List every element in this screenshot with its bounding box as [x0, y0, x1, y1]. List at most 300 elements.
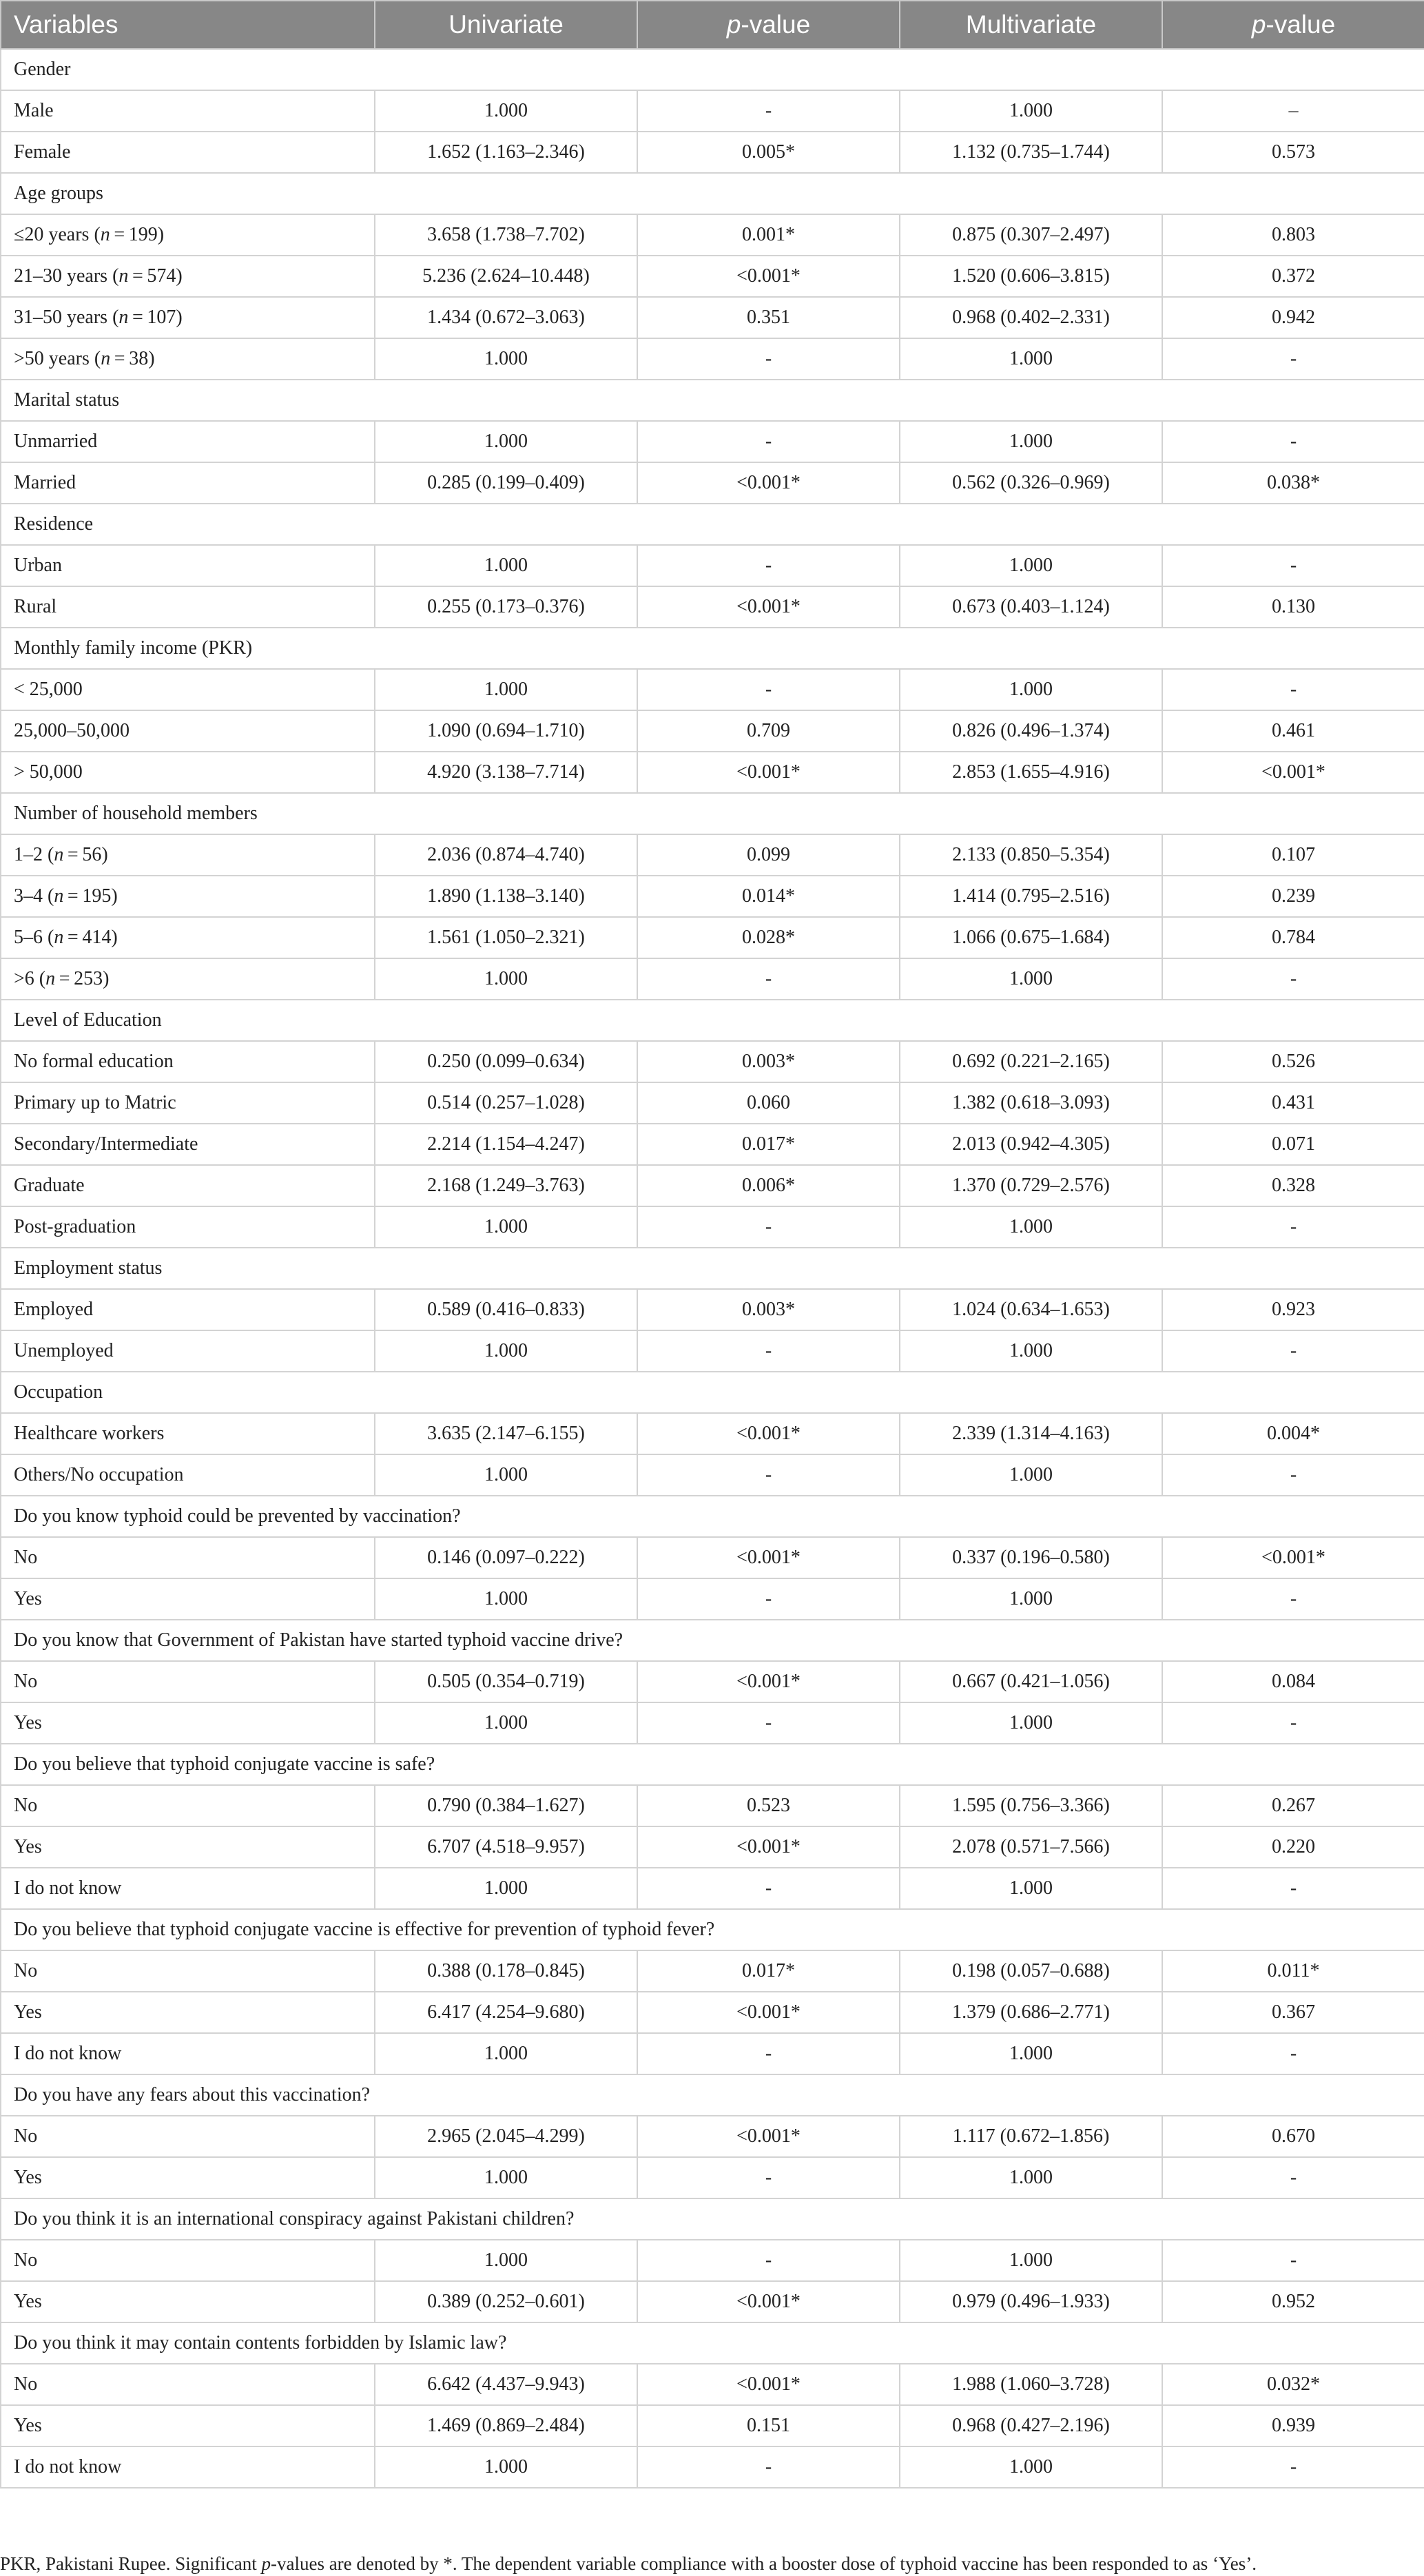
- section-row: [1, 793, 1424, 834]
- row-label: 3–4 (n = 195): [1, 876, 375, 917]
- header-univariate: Univariate: [375, 1, 637, 49]
- table-row: [1, 2116, 1424, 2157]
- row-label: Others/No occupation: [1, 1454, 375, 1496]
- p-value-univariate-cell: 0.709: [637, 710, 900, 752]
- row-label: < 25,000: [1, 669, 375, 710]
- univariate-cell: 1.000: [375, 1868, 637, 1909]
- n-value: 574: [147, 265, 176, 287]
- multivariate-cell: 1.000: [900, 1868, 1162, 1909]
- section-row: [1, 2074, 1424, 2116]
- univariate-cell: 6.417 (4.254–9.680): [375, 1992, 637, 2033]
- p-value-multivariate-cell: 0.939: [1162, 2405, 1424, 2446]
- multivariate-cell: 1.066 (0.675–1.684): [900, 917, 1162, 958]
- section-row: [1, 1248, 1424, 1289]
- table-row: [1, 2446, 1424, 2488]
- row-label-text: ≤20 years (: [14, 224, 101, 245]
- row-label: Employed: [1, 1289, 375, 1330]
- table-row: [1, 1868, 1424, 1909]
- multivariate-cell: 1.988 (1.060–3.728): [900, 2364, 1162, 2405]
- multivariate-cell: 1.000: [900, 545, 1162, 586]
- row-label: No: [1, 2364, 375, 2405]
- n-symbol: n: [54, 885, 64, 907]
- p-value-univariate-cell: 0.014*: [637, 876, 900, 917]
- row-label: Graduate: [1, 1165, 375, 1206]
- row-label: Rural: [1, 586, 375, 628]
- table-row: [1, 752, 1424, 793]
- univariate-cell: 0.505 (0.354–0.719): [375, 1661, 637, 1702]
- p-value-univariate-cell: 0.017*: [637, 1124, 900, 1165]
- p-value-multivariate-cell: 0.032*: [1162, 2364, 1424, 2405]
- multivariate-cell: 0.692 (0.221–2.165): [900, 1041, 1162, 1082]
- p-value-multivariate-cell: -: [1162, 2446, 1424, 2488]
- n-symbol: n: [45, 968, 56, 989]
- p-value-multivariate-cell: -: [1162, 1578, 1424, 1620]
- n-symbol: n: [54, 844, 64, 865]
- table-body: [1, 49, 1424, 2488]
- table-row: [1, 1289, 1424, 1330]
- p-value-univariate-cell: 0.006*: [637, 1165, 900, 1206]
- univariate-cell: 1.000: [375, 2446, 637, 2488]
- multivariate-cell: 2.013 (0.942–4.305): [900, 1124, 1162, 1165]
- table-row: [1, 256, 1424, 297]
- p-value-univariate-cell: <0.001*: [637, 2364, 900, 2405]
- n-value: 38: [129, 348, 149, 369]
- univariate-cell: 1.000: [375, 2240, 637, 2281]
- table-row: [1, 2405, 1424, 2446]
- section-label: Do you have any fears about this vaccination?: [1, 2074, 1424, 2116]
- p-value-multivariate-cell: 0.803: [1162, 214, 1424, 256]
- p-value-multivariate-cell: 0.461: [1162, 710, 1424, 752]
- multivariate-cell: 2.133 (0.850–5.354): [900, 834, 1162, 876]
- p-value-univariate-cell: -: [637, 958, 900, 1000]
- univariate-cell: 3.635 (2.147–6.155): [375, 1413, 637, 1454]
- p-value-multivariate-cell: -: [1162, 958, 1424, 1000]
- p-value-univariate-cell: 0.003*: [637, 1041, 900, 1082]
- univariate-cell: 0.146 (0.097–0.222): [375, 1537, 637, 1578]
- p-value-multivariate-cell: –: [1162, 90, 1424, 132]
- table-row: [1, 1454, 1424, 1496]
- multivariate-cell: 1.000: [900, 1330, 1162, 1372]
- header-p-value-multivariate: [1162, 1, 1424, 49]
- row-label: 5–6 (n = 414): [1, 917, 375, 958]
- univariate-cell: 0.388 (0.178–0.845): [375, 1950, 637, 1992]
- section-label: Employment status: [1, 1248, 1424, 1289]
- p-value-multivariate-cell: 0.372: [1162, 256, 1424, 297]
- univariate-cell: 1.469 (0.869–2.484): [375, 2405, 637, 2446]
- p-value-multivariate-cell: -: [1162, 2033, 1424, 2074]
- p-value-univariate-cell: <0.001*: [637, 1537, 900, 1578]
- multivariate-cell: 1.000: [900, 669, 1162, 710]
- row-label: >6 (n = 253): [1, 958, 375, 1000]
- table-row: [1, 958, 1424, 1000]
- row-label: 25,000–50,000: [1, 710, 375, 752]
- p-value-univariate-cell: -: [637, 1702, 900, 1744]
- p-value-multivariate-cell: -: [1162, 2240, 1424, 2281]
- univariate-cell: 1.434 (0.672–3.063): [375, 297, 637, 338]
- row-label: Unemployed: [1, 1330, 375, 1372]
- table-row: [1, 1330, 1424, 1372]
- multivariate-cell: 1.595 (0.756–3.366): [900, 1785, 1162, 1826]
- table-row: [1, 1992, 1424, 2033]
- p-value-univariate-cell: -: [637, 1578, 900, 1620]
- p-value-univariate-cell: <0.001*: [637, 1992, 900, 2033]
- p-value-univariate-cell: <0.001*: [637, 256, 900, 297]
- table-row: [1, 1578, 1424, 1620]
- table-row: [1, 917, 1424, 958]
- row-label: Primary up to Matric: [1, 1082, 375, 1124]
- footnote-text-1: PKR, Pakistani Rupee. Significant: [0, 2553, 262, 2574]
- multivariate-cell: 2.339 (1.314–4.163): [900, 1413, 1162, 1454]
- p-value-univariate-cell: <0.001*: [637, 462, 900, 504]
- univariate-cell: 1.000: [375, 2157, 637, 2198]
- table-row: [1, 669, 1424, 710]
- univariate-cell: 1.000: [375, 545, 637, 586]
- section-row: [1, 1909, 1424, 1950]
- multivariate-cell: 1.379 (0.686–2.771): [900, 1992, 1162, 2033]
- section-row: [1, 1620, 1424, 1661]
- section-label: Level of Education: [1, 1000, 1424, 1041]
- section-label: Monthly family income (PKR): [1, 628, 1424, 669]
- p-value-univariate-cell: 0.351: [637, 297, 900, 338]
- section-label: Do you know that Government of Pakistan have started typhoid vaccine drive?: [1, 1620, 1424, 1661]
- section-row: [1, 504, 1424, 545]
- univariate-cell: 1.890 (1.138–3.140): [375, 876, 637, 917]
- row-label: Secondary/Intermediate: [1, 1124, 375, 1165]
- row-label: I do not know: [1, 2033, 375, 2074]
- n-symbol: n: [118, 307, 129, 328]
- n-symbol: n: [54, 927, 64, 948]
- p-value-univariate-cell: 0.099: [637, 834, 900, 876]
- table-row: [1, 1206, 1424, 1248]
- row-label-text: >50 years (: [14, 348, 101, 369]
- table-row: [1, 338, 1424, 380]
- p-value-multivariate-cell: -: [1162, 1330, 1424, 1372]
- univariate-cell: 1.000: [375, 1702, 637, 1744]
- p-value-univariate-cell: -: [637, 2157, 900, 2198]
- multivariate-cell: 2.853 (1.655–4.916): [900, 752, 1162, 793]
- univariate-cell: 0.255 (0.173–0.376): [375, 586, 637, 628]
- table-row: [1, 1702, 1424, 1744]
- p-value-univariate-cell: -: [637, 2446, 900, 2488]
- multivariate-cell: 1.000: [900, 1578, 1162, 1620]
- section-row: [1, 173, 1424, 214]
- p-value-univariate-cell: -: [637, 669, 900, 710]
- footnote-text-2: -values are denoted by *. The dependent variable compliance with a booster dose of typhoid vaccine has been responded to as ‘Yes’.: [270, 2553, 1257, 2574]
- row-label-text: 31–50 years (: [14, 307, 119, 328]
- univariate-cell: 0.285 (0.199–0.409): [375, 462, 637, 504]
- row-label: 1–2 (n = 56): [1, 834, 375, 876]
- univariate-cell: 1.000: [375, 669, 637, 710]
- header-p-value-univariate: [637, 1, 900, 49]
- row-label: No: [1, 1950, 375, 1992]
- p-value-univariate-cell: -: [637, 421, 900, 462]
- p-value-multivariate-cell: 0.367: [1162, 1992, 1424, 2033]
- p-value-multivariate-cell: -: [1162, 2157, 1424, 2198]
- row-label: > 50,000: [1, 752, 375, 793]
- multivariate-cell: 1.000: [900, 1454, 1162, 1496]
- p-value-multivariate-cell: 0.004*: [1162, 1413, 1424, 1454]
- univariate-cell: 1.000: [375, 1454, 637, 1496]
- table-row: [1, 2364, 1424, 2405]
- row-label: No: [1, 2116, 375, 2157]
- univariate-cell: 3.658 (1.738–7.702): [375, 214, 637, 256]
- p-value-multivariate-cell: 0.267: [1162, 1785, 1424, 1826]
- univariate-cell: 1.000: [375, 2033, 637, 2074]
- row-label: Yes: [1, 1702, 375, 1744]
- header-variables: Variables: [1, 1, 375, 49]
- row-label-text: 3–4 (: [14, 885, 54, 907]
- univariate-cell: 2.214 (1.154–4.247): [375, 1124, 637, 1165]
- section-label: Marital status: [1, 380, 1424, 421]
- row-label: Yes: [1, 1578, 375, 1620]
- table-row: [1, 297, 1424, 338]
- section-label: Residence: [1, 504, 1424, 545]
- section-label: Do you think it is an international conspiracy against Pakistani children?: [1, 2198, 1424, 2240]
- multivariate-cell: 0.875 (0.307–2.497): [900, 214, 1162, 256]
- p-letter: p: [726, 10, 741, 39]
- table-row: [1, 1661, 1424, 1702]
- multivariate-cell: 1.520 (0.606–3.815): [900, 256, 1162, 297]
- table-row: [1, 1124, 1424, 1165]
- p-value-univariate-cell: -: [637, 1206, 900, 1248]
- table-row: [1, 1041, 1424, 1082]
- row-label: 31–50 years (n = 107): [1, 297, 375, 338]
- p-value-univariate-cell: -: [637, 2033, 900, 2074]
- table-row: [1, 1950, 1424, 1992]
- section-row: [1, 1744, 1424, 1785]
- table-row: [1, 462, 1424, 504]
- multivariate-cell: 0.968 (0.402–2.331): [900, 297, 1162, 338]
- p-value-univariate-cell: -: [637, 545, 900, 586]
- p-value-univariate-cell: 0.003*: [637, 1289, 900, 1330]
- section-label: Age groups: [1, 173, 1424, 214]
- row-label: Post-graduation: [1, 1206, 375, 1248]
- univariate-cell: 2.965 (2.045–4.299): [375, 2116, 637, 2157]
- table-row: [1, 2157, 1424, 2198]
- univariate-cell: 1.000: [375, 1206, 637, 1248]
- row-label: Male: [1, 90, 375, 132]
- multivariate-cell: 1.382 (0.618–3.093): [900, 1082, 1162, 1124]
- section-row: [1, 2322, 1424, 2364]
- p-value-multivariate-cell: <0.001*: [1162, 752, 1424, 793]
- multivariate-cell: 2.078 (0.571–7.566): [900, 1826, 1162, 1868]
- p-value-multivariate-cell: -: [1162, 421, 1424, 462]
- univariate-cell: 4.920 (3.138–7.714): [375, 752, 637, 793]
- section-row: [1, 49, 1424, 90]
- p-value-univariate-cell: 0.001*: [637, 214, 900, 256]
- p-value-multivariate-cell: -: [1162, 1206, 1424, 1248]
- univariate-cell: 0.250 (0.099–0.634): [375, 1041, 637, 1082]
- table-row: [1, 214, 1424, 256]
- section-row: [1, 1372, 1424, 1413]
- p-value-multivariate-cell: 0.328: [1162, 1165, 1424, 1206]
- univariate-cell: 6.642 (4.437–9.943): [375, 2364, 637, 2405]
- row-label: Urban: [1, 545, 375, 586]
- n-value: 195: [82, 885, 112, 907]
- p-value-univariate-cell: <0.001*: [637, 1661, 900, 1702]
- univariate-cell: 1.000: [375, 338, 637, 380]
- section-label: Gender: [1, 49, 1424, 90]
- row-label: No formal education: [1, 1041, 375, 1082]
- univariate-cell: 0.514 (0.257–1.028): [375, 1082, 637, 1124]
- multivariate-cell: 0.826 (0.496–1.374): [900, 710, 1162, 752]
- n-symbol: n: [118, 265, 129, 287]
- multivariate-cell: 0.968 (0.427–2.196): [900, 2405, 1162, 2446]
- p-value-multivariate-cell: 0.573: [1162, 132, 1424, 173]
- section-label: Do you believe that typhoid conjugate vaccine is effective for prevention of typhoid fever?: [1, 1909, 1424, 1950]
- p-value-univariate-cell: 0.028*: [637, 917, 900, 958]
- section-row: [1, 628, 1424, 669]
- univariate-cell: 1.652 (1.163–2.346): [375, 132, 637, 173]
- p-value-univariate-cell: <0.001*: [637, 586, 900, 628]
- p-value-univariate-cell: -: [637, 1454, 900, 1496]
- multivariate-cell: 1.370 (0.729–2.576): [900, 1165, 1162, 1206]
- table-row: [1, 90, 1424, 132]
- row-label-text: 21–30 years (: [14, 265, 119, 287]
- header-multivariate: Multivariate: [900, 1, 1162, 49]
- multivariate-cell: 1.000: [900, 2033, 1162, 2074]
- section-label: Number of household members: [1, 793, 1424, 834]
- p-value-multivariate-cell: -: [1162, 338, 1424, 380]
- p-value-multivariate-cell: -: [1162, 1702, 1424, 1744]
- n-value: 56: [82, 844, 102, 865]
- section-label: Do you believe that typhoid conjugate vaccine is safe?: [1, 1744, 1424, 1785]
- table-row: [1, 876, 1424, 917]
- multivariate-cell: 1.117 (0.672–1.856): [900, 2116, 1162, 2157]
- section-row: [1, 1496, 1424, 1537]
- p-value-multivariate-cell: 0.084: [1162, 1661, 1424, 1702]
- p-value-univariate-cell: 0.060: [637, 1082, 900, 1124]
- row-label: I do not know: [1, 2446, 375, 2488]
- p-value-univariate-cell: 0.017*: [637, 1950, 900, 1992]
- table-header-row: [1, 1, 1424, 49]
- row-label-text: >6 (: [14, 968, 46, 989]
- p-suffix: -value: [741, 10, 811, 39]
- multivariate-cell: 1.000: [900, 421, 1162, 462]
- table-row: [1, 834, 1424, 876]
- p-value-multivariate-cell: 0.107: [1162, 834, 1424, 876]
- p-value-multivariate-cell: 0.526: [1162, 1041, 1424, 1082]
- table-row: [1, 710, 1424, 752]
- multivariate-cell: 1.414 (0.795–2.516): [900, 876, 1162, 917]
- table-row: [1, 1413, 1424, 1454]
- p-letter: p: [1251, 10, 1266, 39]
- multivariate-cell: 0.337 (0.196–0.580): [900, 1537, 1162, 1578]
- univariate-cell: 1.561 (1.050–2.321): [375, 917, 637, 958]
- table-row: [1, 2033, 1424, 2074]
- p-value-univariate-cell: <0.001*: [637, 2116, 900, 2157]
- table-row: [1, 421, 1424, 462]
- section-label: Do you think it may contain contents forbidden by Islamic law?: [1, 2322, 1424, 2364]
- footnote-p-letter: p: [261, 2553, 271, 2574]
- univariate-cell: 1.000: [375, 958, 637, 1000]
- table-footnote: [0, 2553, 1257, 2575]
- multivariate-cell: 1.132 (0.735–1.744): [900, 132, 1162, 173]
- p-value-univariate-cell: -: [637, 1330, 900, 1372]
- univariate-cell: 1.000: [375, 90, 637, 132]
- table-row: [1, 2240, 1424, 2281]
- row-label: Married: [1, 462, 375, 504]
- multivariate-cell: 0.198 (0.057–0.688): [900, 1950, 1162, 1992]
- row-label-text: 5–6 (: [14, 927, 54, 948]
- univariate-cell: 2.168 (1.249–3.763): [375, 1165, 637, 1206]
- p-value-multivariate-cell: 0.239: [1162, 876, 1424, 917]
- multivariate-cell: 0.979 (0.496–1.933): [900, 2281, 1162, 2322]
- univariate-cell: 1.000: [375, 1578, 637, 1620]
- row-label: ≤20 years (n = 199): [1, 214, 375, 256]
- section-label: Do you know typhoid could be prevented by vaccination?: [1, 1496, 1424, 1537]
- p-value-multivariate-cell: 0.130: [1162, 586, 1424, 628]
- n-symbol: n: [101, 348, 111, 369]
- p-value-univariate-cell: <0.001*: [637, 2281, 900, 2322]
- p-value-multivariate-cell: -: [1162, 545, 1424, 586]
- p-value-univariate-cell: <0.001*: [637, 1413, 900, 1454]
- p-value-multivariate-cell: 0.038*: [1162, 462, 1424, 504]
- n-value: 414: [82, 927, 112, 948]
- multivariate-cell: 1.000: [900, 1206, 1162, 1248]
- table-row: [1, 1785, 1424, 1826]
- row-label: Yes: [1, 1826, 375, 1868]
- p-value-multivariate-cell: <0.001*: [1162, 1537, 1424, 1578]
- n-symbol: n: [100, 224, 110, 245]
- table-row: [1, 586, 1424, 628]
- row-label: Yes: [1, 1992, 375, 2033]
- table-row: [1, 1537, 1424, 1578]
- n-value: 253: [74, 968, 103, 989]
- section-row: [1, 380, 1424, 421]
- p-value-multivariate-cell: 0.670: [1162, 2116, 1424, 2157]
- p-value-multivariate-cell: -: [1162, 1868, 1424, 1909]
- row-label: No: [1, 1785, 375, 1826]
- p-value-univariate-cell: -: [637, 338, 900, 380]
- p-value-univariate-cell: <0.001*: [637, 752, 900, 793]
- row-label: 21–30 years (n = 574): [1, 256, 375, 297]
- p-value-multivariate-cell: 0.071: [1162, 1124, 1424, 1165]
- row-label: Female: [1, 132, 375, 173]
- p-value-multivariate-cell: 0.784: [1162, 917, 1424, 958]
- multivariate-cell: 1.024 (0.634–1.653): [900, 1289, 1162, 1330]
- p-value-univariate-cell: -: [637, 90, 900, 132]
- univariate-cell: 6.707 (4.518–9.957): [375, 1826, 637, 1868]
- row-label-text: 1–2 (: [14, 844, 54, 865]
- row-label: No: [1, 1661, 375, 1702]
- p-suffix: -value: [1266, 10, 1336, 39]
- table-row: [1, 1826, 1424, 1868]
- p-value-univariate-cell: <0.001*: [637, 1826, 900, 1868]
- row-label: Healthcare workers: [1, 1413, 375, 1454]
- p-value-multivariate-cell: 0.942: [1162, 297, 1424, 338]
- p-value-univariate-cell: 0.005*: [637, 132, 900, 173]
- table-row: [1, 1082, 1424, 1124]
- p-value-univariate-cell: 0.523: [637, 1785, 900, 1826]
- section-label: Occupation: [1, 1372, 1424, 1413]
- p-value-multivariate-cell: -: [1162, 669, 1424, 710]
- p-value-multivariate-cell: 0.952: [1162, 2281, 1424, 2322]
- multivariate-cell: 1.000: [900, 2446, 1162, 2488]
- multivariate-cell: 1.000: [900, 1702, 1162, 1744]
- p-value-univariate-cell: -: [637, 2240, 900, 2281]
- row-label: No: [1, 2240, 375, 2281]
- p-value-multivariate-cell: 0.923: [1162, 1289, 1424, 1330]
- multivariate-cell: 0.673 (0.403–1.124): [900, 586, 1162, 628]
- table-row: [1, 2281, 1424, 2322]
- table-row: [1, 545, 1424, 586]
- row-label: I do not know: [1, 1868, 375, 1909]
- multivariate-cell: 1.000: [900, 958, 1162, 1000]
- univariate-cell: 5.236 (2.624–10.448): [375, 256, 637, 297]
- row-label: Yes: [1, 2405, 375, 2446]
- row-label: Yes: [1, 2281, 375, 2322]
